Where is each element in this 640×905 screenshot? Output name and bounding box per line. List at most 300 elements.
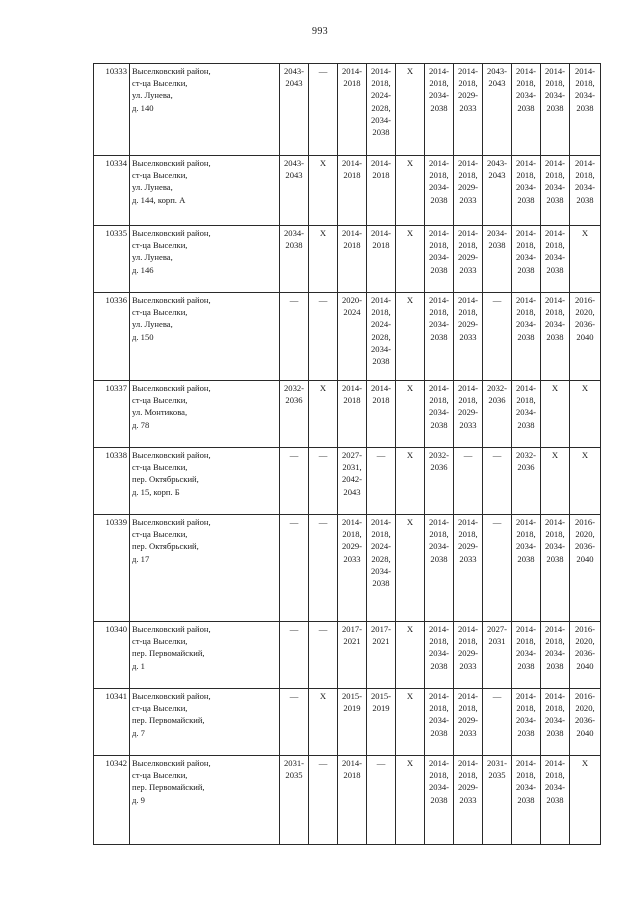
period-line: 2032- (486, 383, 508, 393)
period-line: 2038 (488, 240, 506, 251)
address-line: д. 17 (132, 553, 150, 564)
period-line: 2018, (429, 529, 449, 540)
period-cell (309, 156, 338, 226)
address-line: Выселковский район, (132, 383, 211, 393)
period-cell (541, 515, 570, 622)
period-line: 2014- (428, 383, 450, 393)
period-cell (541, 622, 570, 689)
address-line: Выселковский район, (132, 517, 211, 527)
period-cell (483, 381, 512, 448)
period-line: 2028, (371, 553, 391, 564)
period-line: 2020, (575, 529, 595, 540)
period-line: 2018, (516, 395, 536, 406)
period-line: 2018, (545, 170, 565, 181)
period-line: 2014- (341, 758, 363, 768)
period-cell (309, 756, 338, 845)
period-line: — (492, 691, 502, 701)
period-line: 2018, (429, 636, 449, 647)
period-cell (338, 515, 367, 622)
period-line: 2038 (430, 102, 448, 113)
period-line: 2016- (574, 691, 596, 701)
period-line: 2035 (285, 770, 303, 781)
period-line: X (406, 383, 414, 393)
period-cell (512, 381, 541, 448)
period-line: 2014- (544, 295, 566, 305)
period-line: 2034- (370, 343, 392, 354)
period-line: 2038 (576, 102, 594, 113)
period-line: 2016- (574, 624, 596, 634)
address-line: ст-ца Выселки, (132, 170, 188, 181)
address-line: пер. Первомайский, (132, 648, 205, 659)
period-line: 2031- (486, 758, 508, 768)
period-cell (425, 381, 454, 448)
period-line: 2020, (575, 307, 595, 318)
period-line: 2038 (546, 194, 564, 205)
period-line: 2029- (457, 407, 479, 418)
address-line: ст-ца Выселки, (132, 462, 188, 473)
period-cell (454, 226, 483, 293)
period-line: 2029- (457, 319, 479, 330)
period-line: X (319, 158, 327, 168)
period-line: 2014- (370, 383, 392, 393)
period-line: 2014- (428, 517, 450, 527)
address-line: ст-ца Выселки, (132, 307, 188, 318)
address-line: пер. Первомайский, (132, 782, 205, 793)
period-line: — (492, 295, 502, 305)
address-cell (130, 381, 280, 448)
period-cell (512, 293, 541, 381)
period-cell (367, 156, 396, 226)
period-line: X (406, 691, 414, 701)
period-line: 2034- (515, 648, 537, 659)
period-line: 2018, (429, 703, 449, 714)
period-line: 2018, (516, 703, 536, 714)
period-line: 2034- (428, 648, 450, 659)
period-cell (396, 381, 425, 448)
period-line: 2014- (544, 66, 566, 76)
address-line: ст-ца Выселки, (132, 636, 188, 647)
period-line: — (318, 295, 328, 305)
period-cell (541, 64, 570, 156)
period-line: 2014- (370, 517, 392, 527)
period-line: — (289, 624, 299, 634)
period-cell (367, 622, 396, 689)
period-line: — (318, 66, 328, 76)
period-line: 2018 (343, 170, 361, 181)
period-line: — (318, 624, 328, 634)
period-line: 2043 (343, 486, 361, 497)
period-line: 2018 (372, 240, 390, 251)
period-line: 2036 (517, 462, 535, 473)
table-row (94, 381, 601, 448)
period-line: 2038 (430, 419, 448, 430)
period-cell (425, 756, 454, 845)
period-line: 2034- (428, 782, 450, 793)
period-line: 2018, (516, 307, 536, 318)
period-line: 2018, (516, 78, 536, 89)
period-line: 2014- (370, 228, 392, 238)
period-line: 2018, (516, 770, 536, 781)
table-row (94, 689, 601, 756)
period-line: 2034- (544, 715, 566, 726)
period-cell (541, 448, 570, 515)
period-line: 2043- (486, 158, 508, 168)
period-line: 2038 (546, 553, 564, 564)
period-cell (512, 689, 541, 756)
period-cell (425, 293, 454, 381)
period-line: — (318, 758, 328, 768)
table-body (94, 64, 601, 845)
period-line: 2034- (544, 252, 566, 263)
period-cell (483, 448, 512, 515)
period-line: — (318, 450, 328, 460)
period-line: 2038 (430, 331, 448, 342)
address-line: ул. Монтикова, (132, 407, 188, 418)
period-cell (309, 226, 338, 293)
period-cell (483, 293, 512, 381)
period-line: 2034- (515, 252, 537, 263)
period-line: 2034- (544, 782, 566, 793)
period-cell (454, 293, 483, 381)
period-cell (309, 689, 338, 756)
period-cell (280, 515, 309, 622)
period-line: 2018, (458, 770, 478, 781)
period-line: 2032- (515, 450, 537, 460)
period-line: X (581, 758, 589, 768)
period-cell (280, 448, 309, 515)
period-line: 2036- (574, 319, 596, 330)
address-line: ст-ца Выселки, (132, 529, 188, 540)
period-line: 2034- (428, 252, 450, 263)
period-line: 2014- (457, 228, 479, 238)
period-line: 2018, (429, 170, 449, 181)
period-line: 2018, (545, 307, 565, 318)
period-line: 2014- (457, 66, 479, 76)
period-line: 2038 (517, 331, 535, 342)
period-line: 2038 (517, 727, 535, 738)
address-line: Выселковский район, (132, 158, 211, 168)
address-line: Выселковский район, (132, 624, 211, 634)
period-cell (570, 156, 601, 226)
period-line: 2034- (544, 319, 566, 330)
period-line: X (319, 383, 327, 393)
period-line: 2014- (370, 66, 392, 76)
period-line: 2014- (544, 158, 566, 168)
period-line: 2028, (371, 102, 391, 113)
period-line: 2018, (458, 78, 478, 89)
period-line: 2034- (428, 90, 450, 101)
period-line: 2018, (458, 636, 478, 647)
period-cell (309, 515, 338, 622)
period-cell (425, 515, 454, 622)
period-line: X (406, 66, 414, 76)
period-line: 2018 (372, 170, 390, 181)
period-line: 2014- (457, 691, 479, 701)
period-line: 2034- (574, 90, 596, 101)
period-line: 2036- (574, 715, 596, 726)
address-line: ст-ца Выселки, (132, 770, 188, 781)
period-cell (338, 689, 367, 756)
record-number-cell: 10337 (94, 381, 130, 448)
period-line: 2018, (429, 395, 449, 406)
period-cell (570, 622, 601, 689)
period-cell (483, 64, 512, 156)
period-line: 2038 (517, 553, 535, 564)
period-line: X (406, 517, 414, 527)
period-line: 2014- (341, 383, 363, 393)
address-line: Выселковский район, (132, 228, 211, 238)
address-cell (130, 293, 280, 381)
period-line: 2028, (371, 331, 391, 342)
period-line: 2038 (430, 660, 448, 671)
period-line: 2038 (576, 194, 594, 205)
period-line: 2034- (515, 541, 537, 552)
period-line: 2018, (458, 170, 478, 181)
period-cell (280, 689, 309, 756)
period-line: 2034- (544, 182, 566, 193)
address-cell (130, 515, 280, 622)
period-cell (338, 226, 367, 293)
period-line: 2038 (546, 727, 564, 738)
period-line: 2014- (341, 158, 363, 168)
period-line: 2034- (544, 648, 566, 659)
period-line: 2014- (341, 228, 363, 238)
period-cell (512, 226, 541, 293)
address-line: д. 15, корп. Б (132, 486, 180, 497)
period-line: 2014- (457, 158, 479, 168)
period-cell (309, 381, 338, 448)
period-line: 2014- (515, 517, 537, 527)
period-line: X (406, 158, 414, 168)
period-line: — (463, 450, 473, 460)
period-cell (570, 756, 601, 845)
period-cell (512, 756, 541, 845)
period-line: 2014- (574, 66, 596, 76)
period-line: 2019 (343, 703, 361, 714)
period-line: 2034- (486, 228, 508, 238)
period-line: 2043 (488, 78, 506, 89)
period-line: 2033 (459, 660, 477, 671)
period-line: 2018, (429, 307, 449, 318)
period-line: 2024- (370, 541, 392, 552)
period-line: 2038 (372, 578, 390, 589)
table-row (94, 515, 601, 622)
period-line: — (289, 450, 299, 460)
period-cell (280, 381, 309, 448)
period-line: 2014- (544, 624, 566, 634)
period-cell (570, 515, 601, 622)
period-line: 2038 (517, 102, 535, 113)
period-line: 2015- (370, 691, 392, 701)
period-line: 2038 (546, 660, 564, 671)
period-cell (541, 381, 570, 448)
period-line: 2020, (575, 636, 595, 647)
period-line: 2019 (372, 703, 390, 714)
period-line: 2018, (371, 529, 391, 540)
period-line: 2024 (343, 307, 361, 318)
period-cell (309, 448, 338, 515)
period-cell (280, 756, 309, 845)
period-line: 2018, (545, 703, 565, 714)
period-line: 2014- (428, 758, 450, 768)
address-cell (130, 64, 280, 156)
period-line: 2018 (343, 78, 361, 89)
period-line: 2018, (342, 529, 362, 540)
period-line: 2034- (544, 90, 566, 101)
period-line: 2014- (428, 66, 450, 76)
period-cell (396, 622, 425, 689)
period-cell (338, 156, 367, 226)
period-cell (541, 156, 570, 226)
period-cell (396, 448, 425, 515)
period-line: 2018, (545, 240, 565, 251)
period-line: 2040 (576, 727, 594, 738)
period-cell (454, 381, 483, 448)
table-row (94, 756, 601, 845)
period-line: 2043 (488, 170, 506, 181)
period-line: 2014- (515, 691, 537, 701)
period-line: 2038 (517, 264, 535, 275)
period-line: X (406, 228, 414, 238)
period-line: 2018, (516, 529, 536, 540)
period-cell (367, 448, 396, 515)
address-line: Выселковский район, (132, 295, 211, 305)
period-line: 2018, (458, 529, 478, 540)
period-line: 2018, (429, 770, 449, 781)
period-line: 2014- (544, 758, 566, 768)
address-line: д. 144, корп. А (132, 194, 186, 205)
table-row (94, 64, 601, 156)
period-line: 2014- (428, 624, 450, 634)
period-line: 2014- (515, 758, 537, 768)
period-line: 2014- (428, 158, 450, 168)
period-line: 2014- (457, 517, 479, 527)
period-cell (425, 226, 454, 293)
table-row (94, 293, 601, 381)
period-line: 2043 (285, 78, 303, 89)
period-line: 2043- (283, 66, 305, 76)
period-line: 2029- (457, 715, 479, 726)
period-cell (309, 293, 338, 381)
period-cell (338, 448, 367, 515)
period-cell (483, 622, 512, 689)
period-line: 2014- (341, 517, 363, 527)
address-cell (130, 622, 280, 689)
period-line: 2018, (545, 529, 565, 540)
address-line: ул. Лунева, (132, 182, 173, 193)
period-line: 2021 (372, 636, 390, 647)
period-line: 2038 (430, 727, 448, 738)
period-cell (338, 381, 367, 448)
period-line: 2014- (457, 383, 479, 393)
period-cell (396, 689, 425, 756)
period-cell (280, 226, 309, 293)
period-line: X (406, 295, 414, 305)
period-line: 2018, (371, 78, 391, 89)
period-line: 2018 (343, 240, 361, 251)
period-line: 2038 (372, 127, 390, 138)
address-line: ст-ца Выселки, (132, 78, 188, 89)
period-line: 2029- (457, 541, 479, 552)
period-line: 2014- (544, 517, 566, 527)
period-cell (570, 226, 601, 293)
period-line: 2033 (459, 553, 477, 564)
address-line: ст-ца Выселки, (132, 240, 188, 251)
period-cell (512, 515, 541, 622)
period-cell (367, 689, 396, 756)
period-cell (396, 64, 425, 156)
record-number-cell: 10335 (94, 226, 130, 293)
period-line: 2029- (457, 90, 479, 101)
period-cell (483, 689, 512, 756)
period-cell (280, 156, 309, 226)
record-number-cell: 10340 (94, 622, 130, 689)
period-cell (454, 448, 483, 515)
period-line: 2029- (457, 182, 479, 193)
period-line: 2021 (343, 636, 361, 647)
period-cell (541, 689, 570, 756)
period-line: X (406, 624, 414, 634)
table-row (94, 448, 601, 515)
period-cell (396, 226, 425, 293)
period-line: 2036 (488, 395, 506, 406)
period-cell (425, 622, 454, 689)
period-line: 2038 (430, 794, 448, 805)
period-line: 2038 (372, 356, 390, 367)
page-number: 993 (312, 26, 328, 37)
period-line: 2034- (544, 541, 566, 552)
period-line: 2015- (341, 691, 363, 701)
period-line: 2014- (341, 66, 363, 76)
period-line: 2034- (515, 715, 537, 726)
period-line: 2034- (370, 114, 392, 125)
address-line: ул. Лунева, (132, 90, 173, 101)
period-line: 2034- (428, 319, 450, 330)
period-line: 2034- (515, 90, 537, 101)
period-line: X (581, 383, 589, 393)
period-cell (483, 226, 512, 293)
period-line: 2038 (517, 660, 535, 671)
period-cell (512, 622, 541, 689)
address-cell (130, 756, 280, 845)
period-cell (570, 448, 601, 515)
period-line: 2033 (459, 794, 477, 805)
period-line: 2020- (341, 295, 363, 305)
period-cell (367, 756, 396, 845)
period-line: 2033 (343, 553, 361, 564)
table-row (94, 226, 601, 293)
period-line: 2029- (457, 252, 479, 263)
period-line: 2014- (370, 295, 392, 305)
period-cell (367, 515, 396, 622)
period-cell (454, 156, 483, 226)
period-line: 2033 (459, 194, 477, 205)
period-cell (367, 381, 396, 448)
period-cell (570, 64, 601, 156)
period-line: 2036 (430, 462, 448, 473)
period-line: 2027- (486, 624, 508, 634)
address-line: Выселковский район, (132, 450, 211, 460)
period-cell (570, 293, 601, 381)
period-line: 2029- (341, 541, 363, 552)
period-line: 2018 (372, 395, 390, 406)
period-line: 2018 (343, 395, 361, 406)
period-line: 2018, (516, 636, 536, 647)
period-line: 2027- (341, 450, 363, 460)
period-line: 2034- (515, 319, 537, 330)
period-cell (541, 226, 570, 293)
period-line: 2018, (371, 307, 391, 318)
